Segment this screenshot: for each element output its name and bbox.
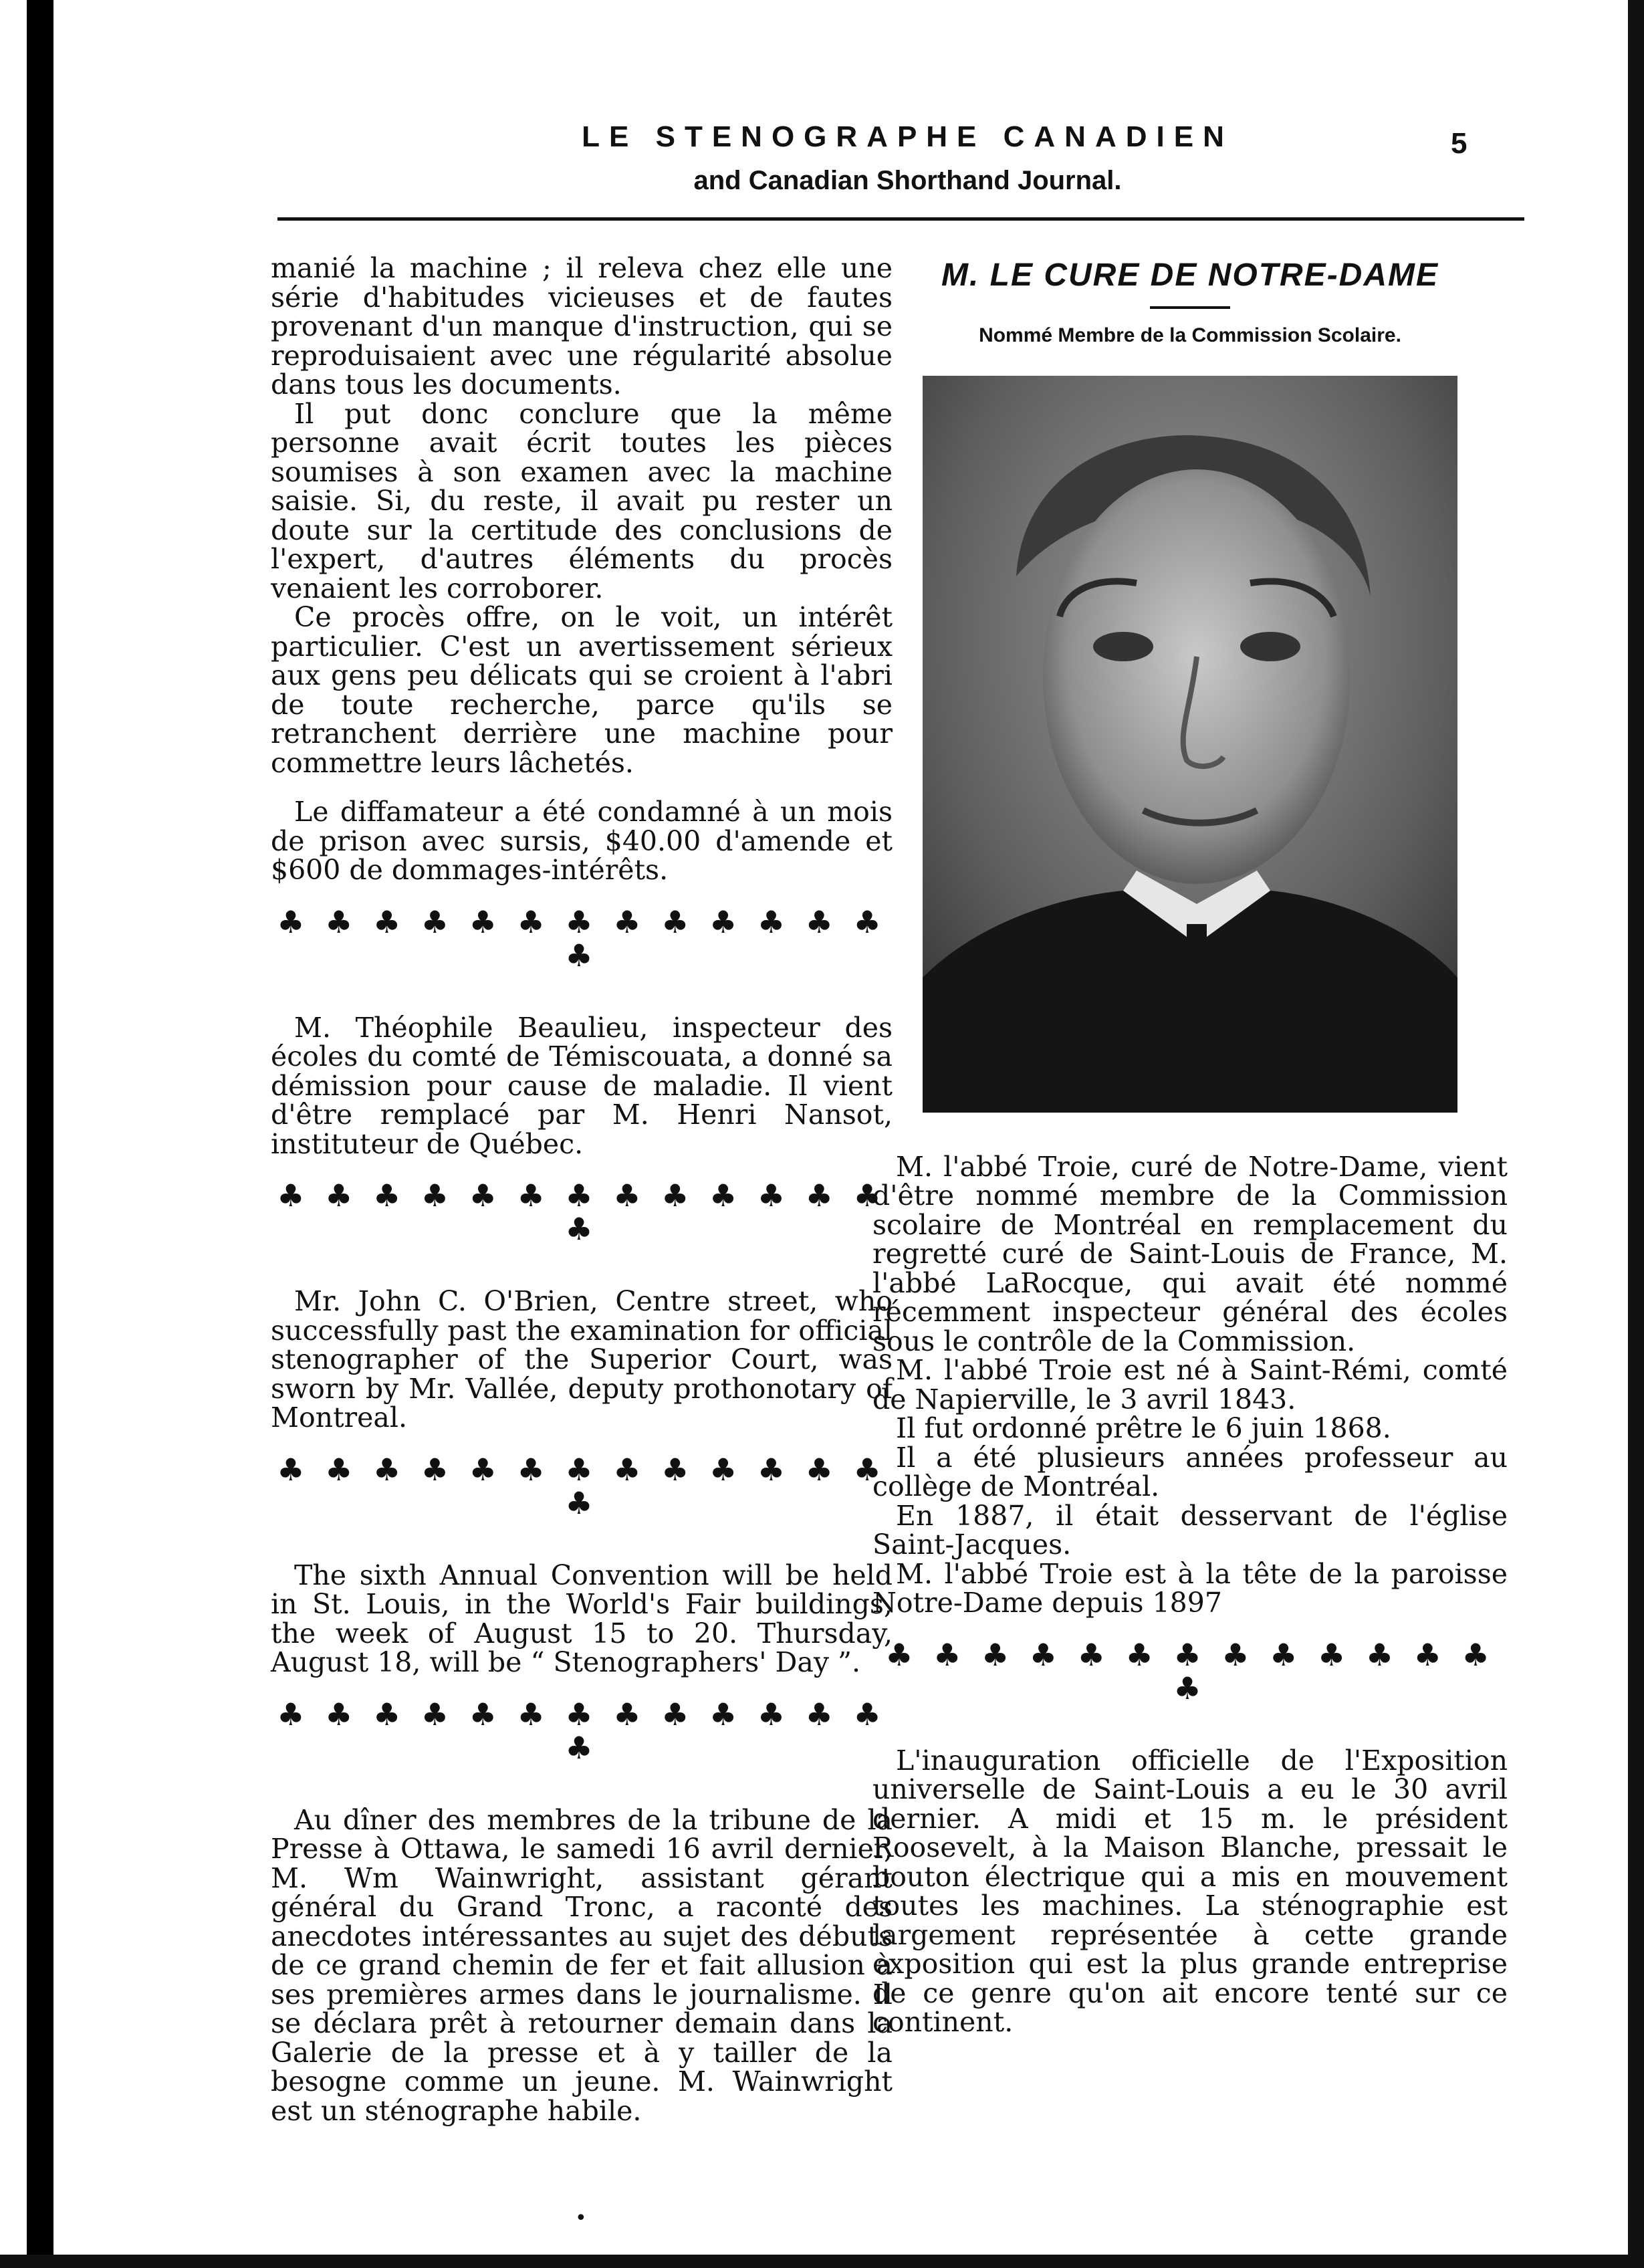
portrait-illustration — [923, 376, 1457, 1113]
troie-p1: M. l'abbé Troie, curé de Notre-Dame, vient d'être nommé membre de la Commission scolaire de Montréal en remplacement du regretté curé de Saint-Louis de France, M. l'abbé LaRocque, qui avait été nommé récemment inspecteur général des écoles sous le contrôle de la Commission. — [872, 1150, 1508, 1357]
header-rule — [277, 217, 1524, 221]
news-obrien: Mr. John C. O'Brien, Centre street, who successfully past the examination for official stenographer of the Superior Court, was sworn by Mr. Vallée, deputy prothonotary of Montreal. — [271, 1285, 893, 1434]
troie-p4: Il a été plusieurs années professeur au collège de Montréal. — [872, 1441, 1508, 1502]
ornament-divider: ♣ ♣ ♣ ♣ ♣ ♣ ♣ ♣ ♣ ♣ ♣ ♣ ♣ ♣ — [277, 1177, 887, 1247]
troie-p3: Il fut ordonné prêtre le 6 juin 1868. — [896, 1412, 1391, 1444]
article-headline: M. LE CURE DE NOTRE-DAME — [941, 257, 1439, 293]
article-continuation-p1: manié la machine ; il releva chez elle une série d'habitudes vicieuses et de fautes provenant d'un manque d'instruction, qui se reproduisaient avec une régularité absolue dans tous les documents. — [271, 252, 893, 401]
masthead-subtitle: and Canadian Shorthand Journal. — [693, 166, 1122, 195]
portrait-photo — [923, 376, 1457, 1113]
ornament-divider: ♣ ♣ ♣ ♣ ♣ ♣ ♣ ♣ ♣ ♣ ♣ ♣ ♣ ♣ — [277, 1696, 887, 1766]
right-column — [872, 254, 1508, 2037]
headline-rule — [1150, 306, 1230, 309]
news-convention: The sixth Annual Convention will be held in St. Louis, in the World's Fair buildings, the week of August 15 to 20. Thursday, August 18, will be “ Stenographers' Day ”. — [271, 1559, 893, 1678]
troie-p6: M. l'abbé Troie est à la tête de la paroisse Notre-Dame depuis 1897 — [872, 1557, 1508, 1619]
ornament-divider: ♣ ♣ ♣ ♣ ♣ ♣ ♣ ♣ ♣ ♣ ♣ ♣ ♣ ♣ — [277, 903, 887, 974]
scan-border-right — [1628, 0, 1644, 2268]
document-page — [53, 0, 1628, 2255]
footer-mark: • — [575, 2206, 587, 2230]
ornament-divider: ♣ ♣ ♣ ♣ ♣ ♣ ♣ ♣ ♣ ♣ ♣ ♣ ♣ ♣ — [885, 1636, 1495, 1706]
article-continuation-p4: Le diffamateur a été condamné à un mois de prison avec sursis, $40.00 d'amende et $600 de dommages-intérêts. — [271, 796, 893, 886]
left-column — [271, 254, 893, 2126]
article-continuation-p2: Il put donc conclure que la même personne avait écrit toutes les pièces soumises à son examen avec la machine saisie. Si, du reste, il avait pu rester un doute sur la certitude des conclusions de l'expert, d'autres éléments du procès venaient les corroborer. — [271, 397, 893, 604]
scan-margin-left — [0, 0, 27, 2268]
masthead — [53, 120, 1628, 196]
article-continuation-p3: Ce procès offre, on le voit, un intérêt particulier. C'est un avertissement sérieux aux gens peu délicats qui se croient à l'abri de toute recherche, parce qu'ils se retranchent derrière une machine pour commettre leurs lâchetés. — [271, 601, 893, 779]
article-subhead: Nommé Membre de la Commission Scolaire. — [979, 324, 1401, 346]
troie-p2: M. l'abbé Troie est né à Saint-Rémi, comté de Napierville, le 3 avril 1843. — [872, 1354, 1508, 1415]
ornament-divider: ♣ ♣ ♣ ♣ ♣ ♣ ♣ ♣ ♣ ♣ ♣ ♣ ♣ ♣ — [277, 1451, 887, 1521]
exposition-paragraph: L'inauguration officielle de l'Exposition universelle de Saint-Louis a eu le 30 avril dernier. A midi et 15 m. le président Roosevelt, à la Maison Blanche, pressait le bouton électrique qui a mis en mouvement toutes les machines. La sténographie est largement représentée à cette grande exposition qui est la plus grande entreprise de ce genre qu'on ait encore tenté sur ce continent. — [872, 1744, 1508, 2038]
troie-p5: En 1887, il était desservant de l'église Saint-Jacques. — [872, 1499, 1508, 1561]
news-wainwright: Au dîner des membres de la tribune de la Presse à Ottawa, le samedi 16 avril dernier, M. Wm Wainwright, assistant gérant général du Grand Tronc, a raconté des anecdotes intéressantes au sujet des débuts de ce grand chemin de fer et fait allusion à ses premières armes dans le journalisme. Il se déclara prêt à retourner demain dans la Galerie de la presse et à y tailler de la besogne comme un jeune. M. Wainwright est un sténographe habile. — [271, 1803, 893, 2127]
scan-border-bottom — [0, 2255, 1644, 2268]
page-number: 5 — [1451, 127, 1467, 160]
masthead-title: LE STENOGRAPHE CANADIEN — [582, 120, 1234, 153]
news-beaulieu: M. Théophile Beaulieu, inspecteur des écoles du comté de Témiscouata, a donné sa démission pour cause de maladie. Il vient d'être remplacé par M. Henri Nansot, instituteur de Québec. — [271, 1011, 893, 1160]
